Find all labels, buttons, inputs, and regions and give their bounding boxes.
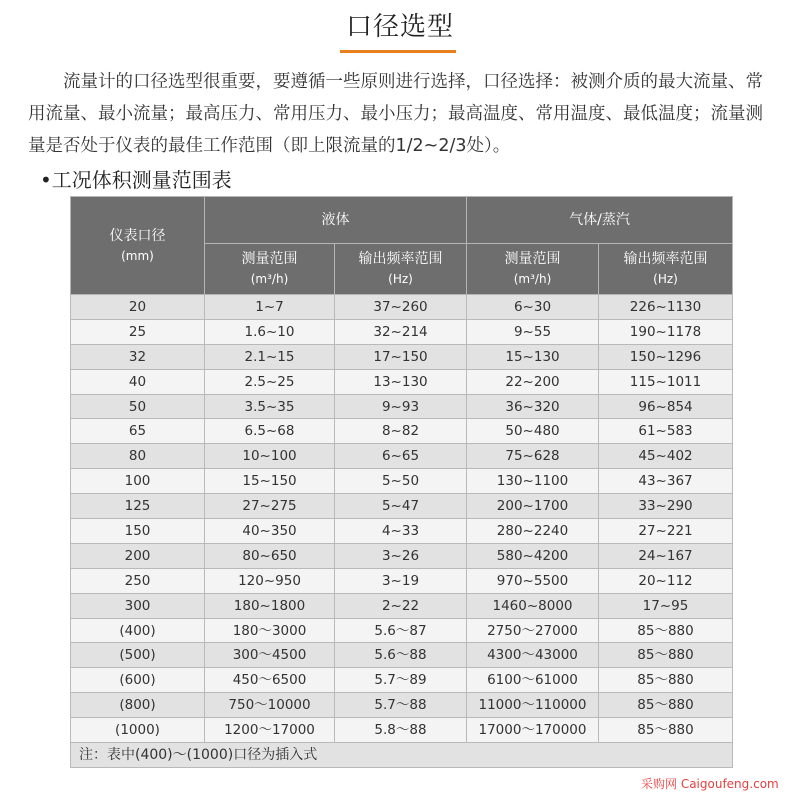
header-measure-unit: (m³/h) (250, 272, 289, 286)
cell-liquid-range: 80~650 (205, 543, 335, 568)
page-title: 口径选型 (345, 12, 454, 42)
cell-gas-freq: 85～880 (599, 618, 733, 643)
cell-liquid-freq: 37~260 (335, 295, 467, 320)
header-diameter-unit: (mm) (121, 248, 154, 263)
cell-liquid-range: 40~350 (205, 519, 335, 544)
range-table-container (70, 196, 732, 798)
cell-gas-freq: 150~1296 (599, 344, 733, 369)
cell-liquid-range: 1~7 (205, 295, 335, 320)
cell-gas-range: 6~30 (467, 295, 599, 320)
cell-gas-freq: 85～880 (599, 693, 733, 718)
cell-liquid-freq: 17~150 (335, 344, 467, 369)
cell-liquid-range: 180～3000 (205, 618, 335, 643)
header-gas-measure (467, 244, 599, 295)
cell-diameter: 125 (71, 494, 205, 519)
table-row (71, 369, 733, 394)
table-row (71, 643, 733, 668)
section-title: •工况体积测量范围表 (40, 168, 232, 192)
cell-liquid-range: 10~100 (205, 444, 335, 469)
watermark: 采购网 Caigoufeng.com (641, 777, 779, 791)
cell-gas-range: 130~1100 (467, 469, 599, 494)
cell-diameter: 20 (71, 295, 205, 320)
cell-diameter: 100 (71, 469, 205, 494)
cell-liquid-freq: 9~93 (335, 394, 467, 419)
cell-diameter: 32 (71, 344, 205, 369)
cell-gas-range: 580~4200 (467, 543, 599, 568)
header-measure-label: 测量范围 (504, 251, 561, 267)
header-liquid-measure (205, 244, 335, 295)
cell-gas-freq: 85～880 (599, 668, 733, 693)
cell-liquid-freq: 8~82 (335, 419, 467, 444)
cell-liquid-freq: 5.7～89 (335, 668, 467, 693)
cell-gas-range: 1460~8000 (467, 593, 599, 618)
cell-liquid-freq: 4~33 (335, 519, 467, 544)
cell-liquid-freq: 3~19 (335, 568, 467, 593)
cell-liquid-range: 450～6500 (205, 668, 335, 693)
table-row (71, 494, 733, 519)
table-note: 注：表中(400)～(1000)口径为插入式 (71, 743, 733, 768)
cell-gas-range: 200~1700 (467, 494, 599, 519)
cell-gas-freq: 85～880 (599, 643, 733, 668)
cell-diameter: 40 (71, 369, 205, 394)
cell-liquid-range: 180~1800 (205, 593, 335, 618)
table-row (71, 469, 733, 494)
cell-gas-range: 50~480 (467, 419, 599, 444)
cell-gas-freq: 226~1130 (599, 295, 733, 320)
cell-liquid-freq: 5~47 (335, 494, 467, 519)
cell-liquid-range: 1.6~10 (205, 319, 335, 344)
header-diameter (71, 197, 205, 295)
cell-diameter: 250 (71, 568, 205, 593)
cell-liquid-range: 120~950 (205, 568, 335, 593)
cell-gas-range: 17000～170000 (467, 718, 599, 743)
cell-diameter: 65 (71, 419, 205, 444)
table-row (71, 344, 733, 369)
cell-diameter: (800) (71, 693, 205, 718)
table-body (71, 295, 733, 743)
cell-gas-freq: 115~1011 (599, 369, 733, 394)
title-underline (340, 50, 456, 53)
cell-diameter: 300 (71, 593, 205, 618)
table-row (71, 319, 733, 344)
cell-gas-range: 36~320 (467, 394, 599, 419)
intro-paragraph: 流量计的口径选型很重要，要遵循一些原则进行选择，口径选择：被测介质的最大流量、常用流量、最小流量；最高压力、常用压力、最小压力；最高温度、常用温度、最低温度；流量测量是否处于仪表的最佳工作范围（即上限流量的1/2~2/3处）。 (28, 72, 763, 156)
cell-liquid-freq: 5.6～88 (335, 643, 467, 668)
cell-liquid-freq: 32~214 (335, 319, 467, 344)
cell-diameter: (1000) (71, 718, 205, 743)
cell-diameter: 25 (71, 319, 205, 344)
cell-liquid-freq: 2~22 (335, 593, 467, 618)
header-liquid: 液体 (205, 197, 467, 244)
cell-gas-range: 4300～43000 (467, 643, 599, 668)
cell-gas-range: 22~200 (467, 369, 599, 394)
cell-liquid-freq: 13~130 (335, 369, 467, 394)
cell-diameter: 80 (71, 444, 205, 469)
cell-gas-range: 11000～110000 (467, 693, 599, 718)
cell-diameter: 200 (71, 543, 205, 568)
cell-liquid-range: 1200～17000 (205, 718, 335, 743)
table-row (71, 718, 733, 743)
table-row (71, 295, 733, 320)
header-gas: 气体/蒸汽 (467, 197, 733, 244)
cell-gas-range: 280~2240 (467, 519, 599, 544)
cell-liquid-freq: 3~26 (335, 543, 467, 568)
table-row (71, 568, 733, 593)
cell-diameter: (600) (71, 668, 205, 693)
cell-liquid-range: 300～4500 (205, 643, 335, 668)
header-freq-unit: (Hz) (388, 272, 413, 286)
table-row (71, 419, 733, 444)
cell-gas-range: 9~55 (467, 319, 599, 344)
cell-gas-range: 6100～61000 (467, 668, 599, 693)
cell-liquid-range: 750～10000 (205, 693, 335, 718)
header-freq-unit: (Hz) (653, 272, 678, 286)
header-liquid-freq (335, 244, 467, 295)
cell-liquid-freq: 5~50 (335, 469, 467, 494)
table-row (71, 444, 733, 469)
cell-gas-range: 75~628 (467, 444, 599, 469)
cell-liquid-freq: 5.7～88 (335, 693, 467, 718)
cell-liquid-freq: 6~65 (335, 444, 467, 469)
cell-gas-range: 2750～27000 (467, 618, 599, 643)
cell-diameter: 150 (71, 519, 205, 544)
cell-gas-freq: 45~402 (599, 444, 733, 469)
cell-gas-freq: 27~221 (599, 519, 733, 544)
range-table (70, 196, 733, 768)
table-row (71, 618, 733, 643)
header-diameter-label: 仪表口径 (109, 227, 166, 244)
cell-gas-freq: 43~367 (599, 469, 733, 494)
cell-gas-freq: 24~167 (599, 543, 733, 568)
cell-gas-freq: 33~290 (599, 494, 733, 519)
cell-diameter: 50 (71, 394, 205, 419)
header-freq-label: 输出频率范围 (358, 251, 443, 267)
table-row (71, 543, 733, 568)
cell-diameter: (400) (71, 618, 205, 643)
header-measure-label: 测量范围 (241, 251, 298, 267)
header-gas-freq (599, 244, 733, 295)
cell-gas-freq: 61~583 (599, 419, 733, 444)
cell-liquid-range: 2.5~25 (205, 369, 335, 394)
cell-gas-range: 970~5500 (467, 568, 599, 593)
cell-gas-freq: 85～880 (599, 718, 733, 743)
cell-liquid-range: 6.5~68 (205, 419, 335, 444)
cell-liquid-freq: 5.6～87 (335, 618, 467, 643)
cell-gas-freq: 17~95 (599, 593, 733, 618)
table-row (71, 668, 733, 693)
cell-liquid-range: 15~150 (205, 469, 335, 494)
header-freq-label: 输出频率范围 (623, 251, 708, 267)
cell-diameter: (500) (71, 643, 205, 668)
table-row (71, 394, 733, 419)
cell-gas-freq: 20~112 (599, 568, 733, 593)
cell-liquid-range: 2.1~15 (205, 344, 335, 369)
table-row (71, 693, 733, 718)
cell-gas-freq: 190~1178 (599, 319, 733, 344)
table-row (71, 519, 733, 544)
cell-liquid-freq: 5.8～88 (335, 718, 467, 743)
header-measure-unit: (m³/h) (513, 272, 552, 286)
cell-gas-freq: 96~854 (599, 394, 733, 419)
cell-gas-range: 15~130 (467, 344, 599, 369)
cell-liquid-range: 3.5~35 (205, 394, 335, 419)
table-row (71, 593, 733, 618)
cell-liquid-range: 27~275 (205, 494, 335, 519)
